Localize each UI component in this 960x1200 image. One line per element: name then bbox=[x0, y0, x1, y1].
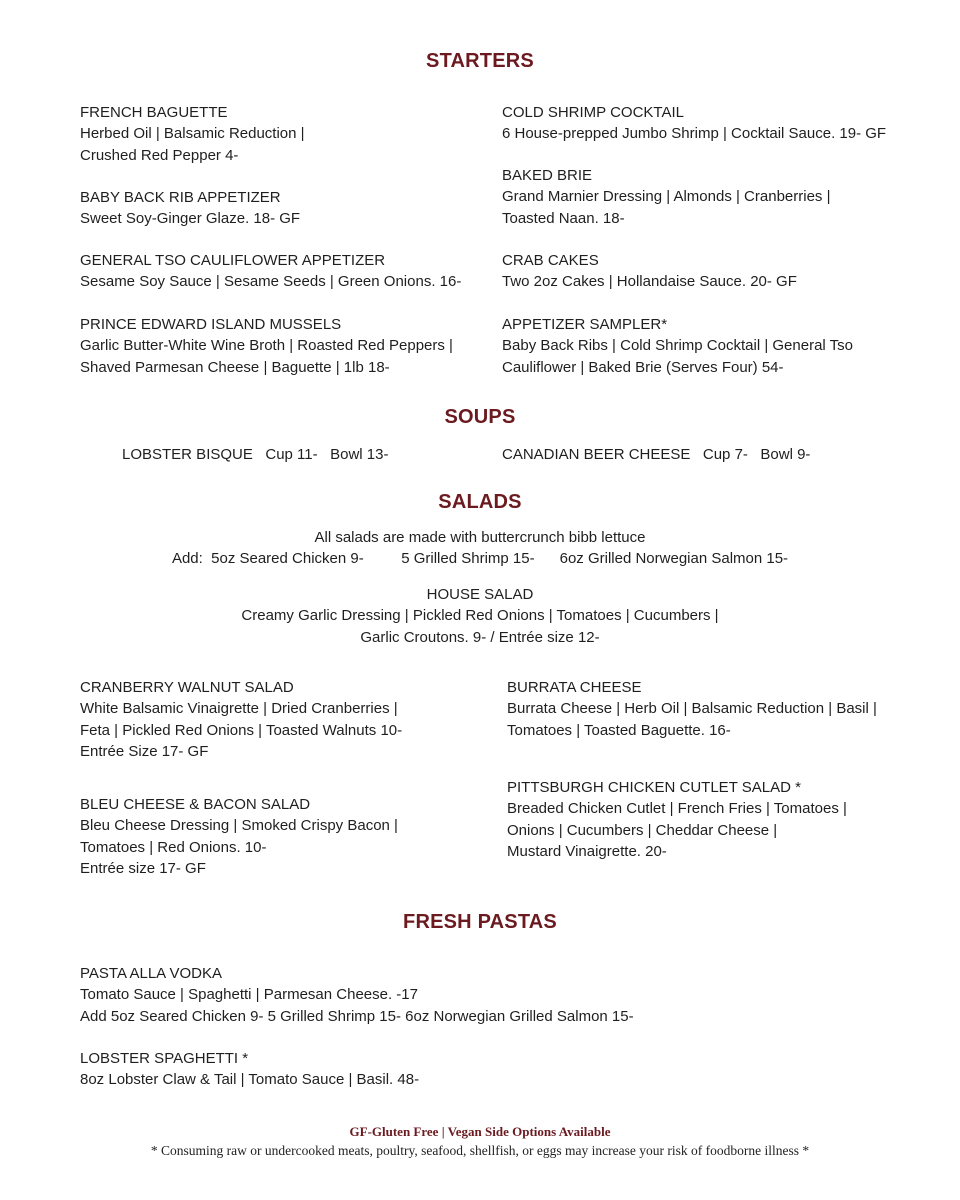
item-name: CRAB CAKES bbox=[502, 252, 599, 269]
item-name: BABY BACK RIB APPETIZER bbox=[80, 189, 281, 206]
food-safety-warning: * Consuming raw or undercooked meats, poultry, seafood, shellfish, or eggs may increase your risk of foodborne illness * bbox=[150, 1143, 810, 1158]
item-description: Sweet Soy-Ginger Glaze. 18- GF bbox=[80, 210, 301, 228]
section-title-soups: SOUPS bbox=[444, 406, 516, 428]
item-description: Garlic Croutons. 9- / Entrée size 12- bbox=[360, 628, 600, 646]
item-name: HOUSE SALAD bbox=[426, 586, 534, 603]
section-title-salads: SALADS bbox=[438, 491, 522, 513]
item-name: BLEU CHEESE & BACON SALAD bbox=[80, 796, 311, 813]
menu-item bbox=[507, 777, 847, 862]
item-description: Toasted Naan. 18- bbox=[502, 209, 625, 227]
item-description: Feta | Pickled Red Onions | Toasted Walnuts 10- bbox=[80, 721, 403, 739]
item-description: 6 House-prepped Jumbo Shrimp | Cocktail Sauce. 19- GF bbox=[502, 125, 887, 143]
item-description: Crushed Red Pepper 4- bbox=[80, 146, 239, 164]
item-name: PRINCE EDWARD ISLAND MUSSELS bbox=[80, 316, 342, 333]
section-title-pastas: FRESH PASTAS bbox=[403, 911, 557, 933]
item-description: Tomatoes | Toasted Baguette. 16- bbox=[507, 721, 731, 739]
item-description: Tomatoes | Red Onions. 10- bbox=[80, 838, 267, 856]
menu-item bbox=[80, 250, 461, 293]
item-name: GENERAL TSO CAULIFLOWER APPETIZER bbox=[80, 252, 386, 269]
item-name: BURRATA CHEESE bbox=[507, 679, 642, 696]
item-description: Entrée size 17- GF bbox=[80, 859, 206, 877]
item-name: CRANBERRY WALNUT SALAD bbox=[80, 679, 294, 696]
salads-note: All salads are made with buttercrunch bibb lettuce bbox=[314, 529, 646, 546]
menu-item bbox=[502, 250, 797, 293]
item-description: Sesame Soy Sauce | Sesame Seeds | Green Onions. 16- bbox=[80, 273, 462, 291]
item-description: Herbed Oil | Balsamic Reduction | bbox=[80, 125, 305, 143]
item-description: White Balsamic Vinaigrette | Dried Cranberries | bbox=[80, 700, 398, 718]
item-name: PITTSBURGH CHICKEN CUTLET SALAD * bbox=[507, 779, 801, 796]
item-description: Bleu Cheese Dressing | Smoked Crispy Bacon | bbox=[80, 817, 398, 835]
menu-item bbox=[80, 1048, 419, 1091]
item-name: BAKED BRIE bbox=[502, 167, 593, 184]
menu-item bbox=[502, 102, 886, 145]
item-description: Two 2oz Cakes | Hollandaise Sauce. 20- GF bbox=[502, 273, 797, 291]
soup-item: LOBSTER BISQUE Cup 11- Bowl 13- bbox=[122, 446, 389, 463]
menu-item bbox=[80, 963, 634, 1027]
item-description: Breaded Chicken Cutlet | French Fries | Tomatoes | bbox=[507, 800, 847, 818]
item-name: COLD SHRIMP COCKTAIL bbox=[502, 104, 684, 121]
item-description: Onions | Cucumbers | Cheddar Cheese | bbox=[507, 821, 778, 839]
item-description: Creamy Garlic Dressing | Pickled Red Onions | Tomatoes | Cucumbers | bbox=[241, 607, 719, 625]
item-name: APPETIZER SAMPLER* bbox=[502, 316, 668, 333]
menu-item bbox=[80, 794, 398, 879]
menu-item bbox=[80, 187, 300, 230]
item-description: Entrée Size 17- GF bbox=[80, 742, 209, 760]
item-description: Mustard Vinaigrette. 20- bbox=[507, 842, 667, 860]
item-description: Grand Marnier Dressing | Almonds | Cranberries | bbox=[502, 188, 831, 206]
salads-addons: Add: 5oz Seared Chicken 9- 5 Grilled Shrimp 15- 6oz Grilled Norwegian Salmon 15- bbox=[171, 550, 789, 567]
menu-item bbox=[502, 165, 830, 229]
item-description: Garlic Butter-White Wine Broth | Roasted Red Peppers | bbox=[80, 337, 453, 355]
section-title-starters: STARTERS bbox=[426, 50, 534, 72]
item-name: FRENCH BAGUETTE bbox=[80, 104, 228, 121]
menu-item bbox=[80, 677, 402, 762]
item-name: PASTA ALLA VODKA bbox=[80, 965, 223, 982]
item-description: Cauliflower | Baked Brie (Serves Four) 54- bbox=[502, 358, 784, 376]
item-description: Baby Back Ribs | Cold Shrimp Cocktail | General Tso bbox=[502, 337, 853, 355]
soup-item: CANADIAN BEER CHEESE Cup 7- Bowl 9- bbox=[502, 446, 811, 463]
item-description: Tomato Sauce | Spaghetti | Parmesan Cheese. -17 bbox=[80, 986, 418, 1004]
item-description: Burrata Cheese | Herb Oil | Balsamic Reduction | Basil | bbox=[507, 700, 877, 718]
item-description: 8oz Lobster Claw & Tail | Tomato Sauce | Basil. 48- bbox=[80, 1071, 420, 1089]
item-addons: Add 5oz Seared Chicken 9- 5 Grilled Shrimp 15- 6oz Norwegian Grilled Salmon 15- bbox=[80, 1007, 634, 1025]
item-description: Shaved Parmesan Cheese | Baguette | 1lb 18- bbox=[80, 358, 390, 376]
menu-item bbox=[502, 314, 853, 378]
gluten-free-legend: GF-Gluten Free | Vegan Side Options Available bbox=[349, 1124, 611, 1139]
menu-item-house-salad bbox=[0, 584, 960, 648]
menu-item bbox=[80, 102, 305, 166]
menu-item bbox=[80, 314, 453, 378]
item-name: LOBSTER SPAGHETTI * bbox=[80, 1050, 249, 1067]
menu-item bbox=[507, 677, 877, 741]
